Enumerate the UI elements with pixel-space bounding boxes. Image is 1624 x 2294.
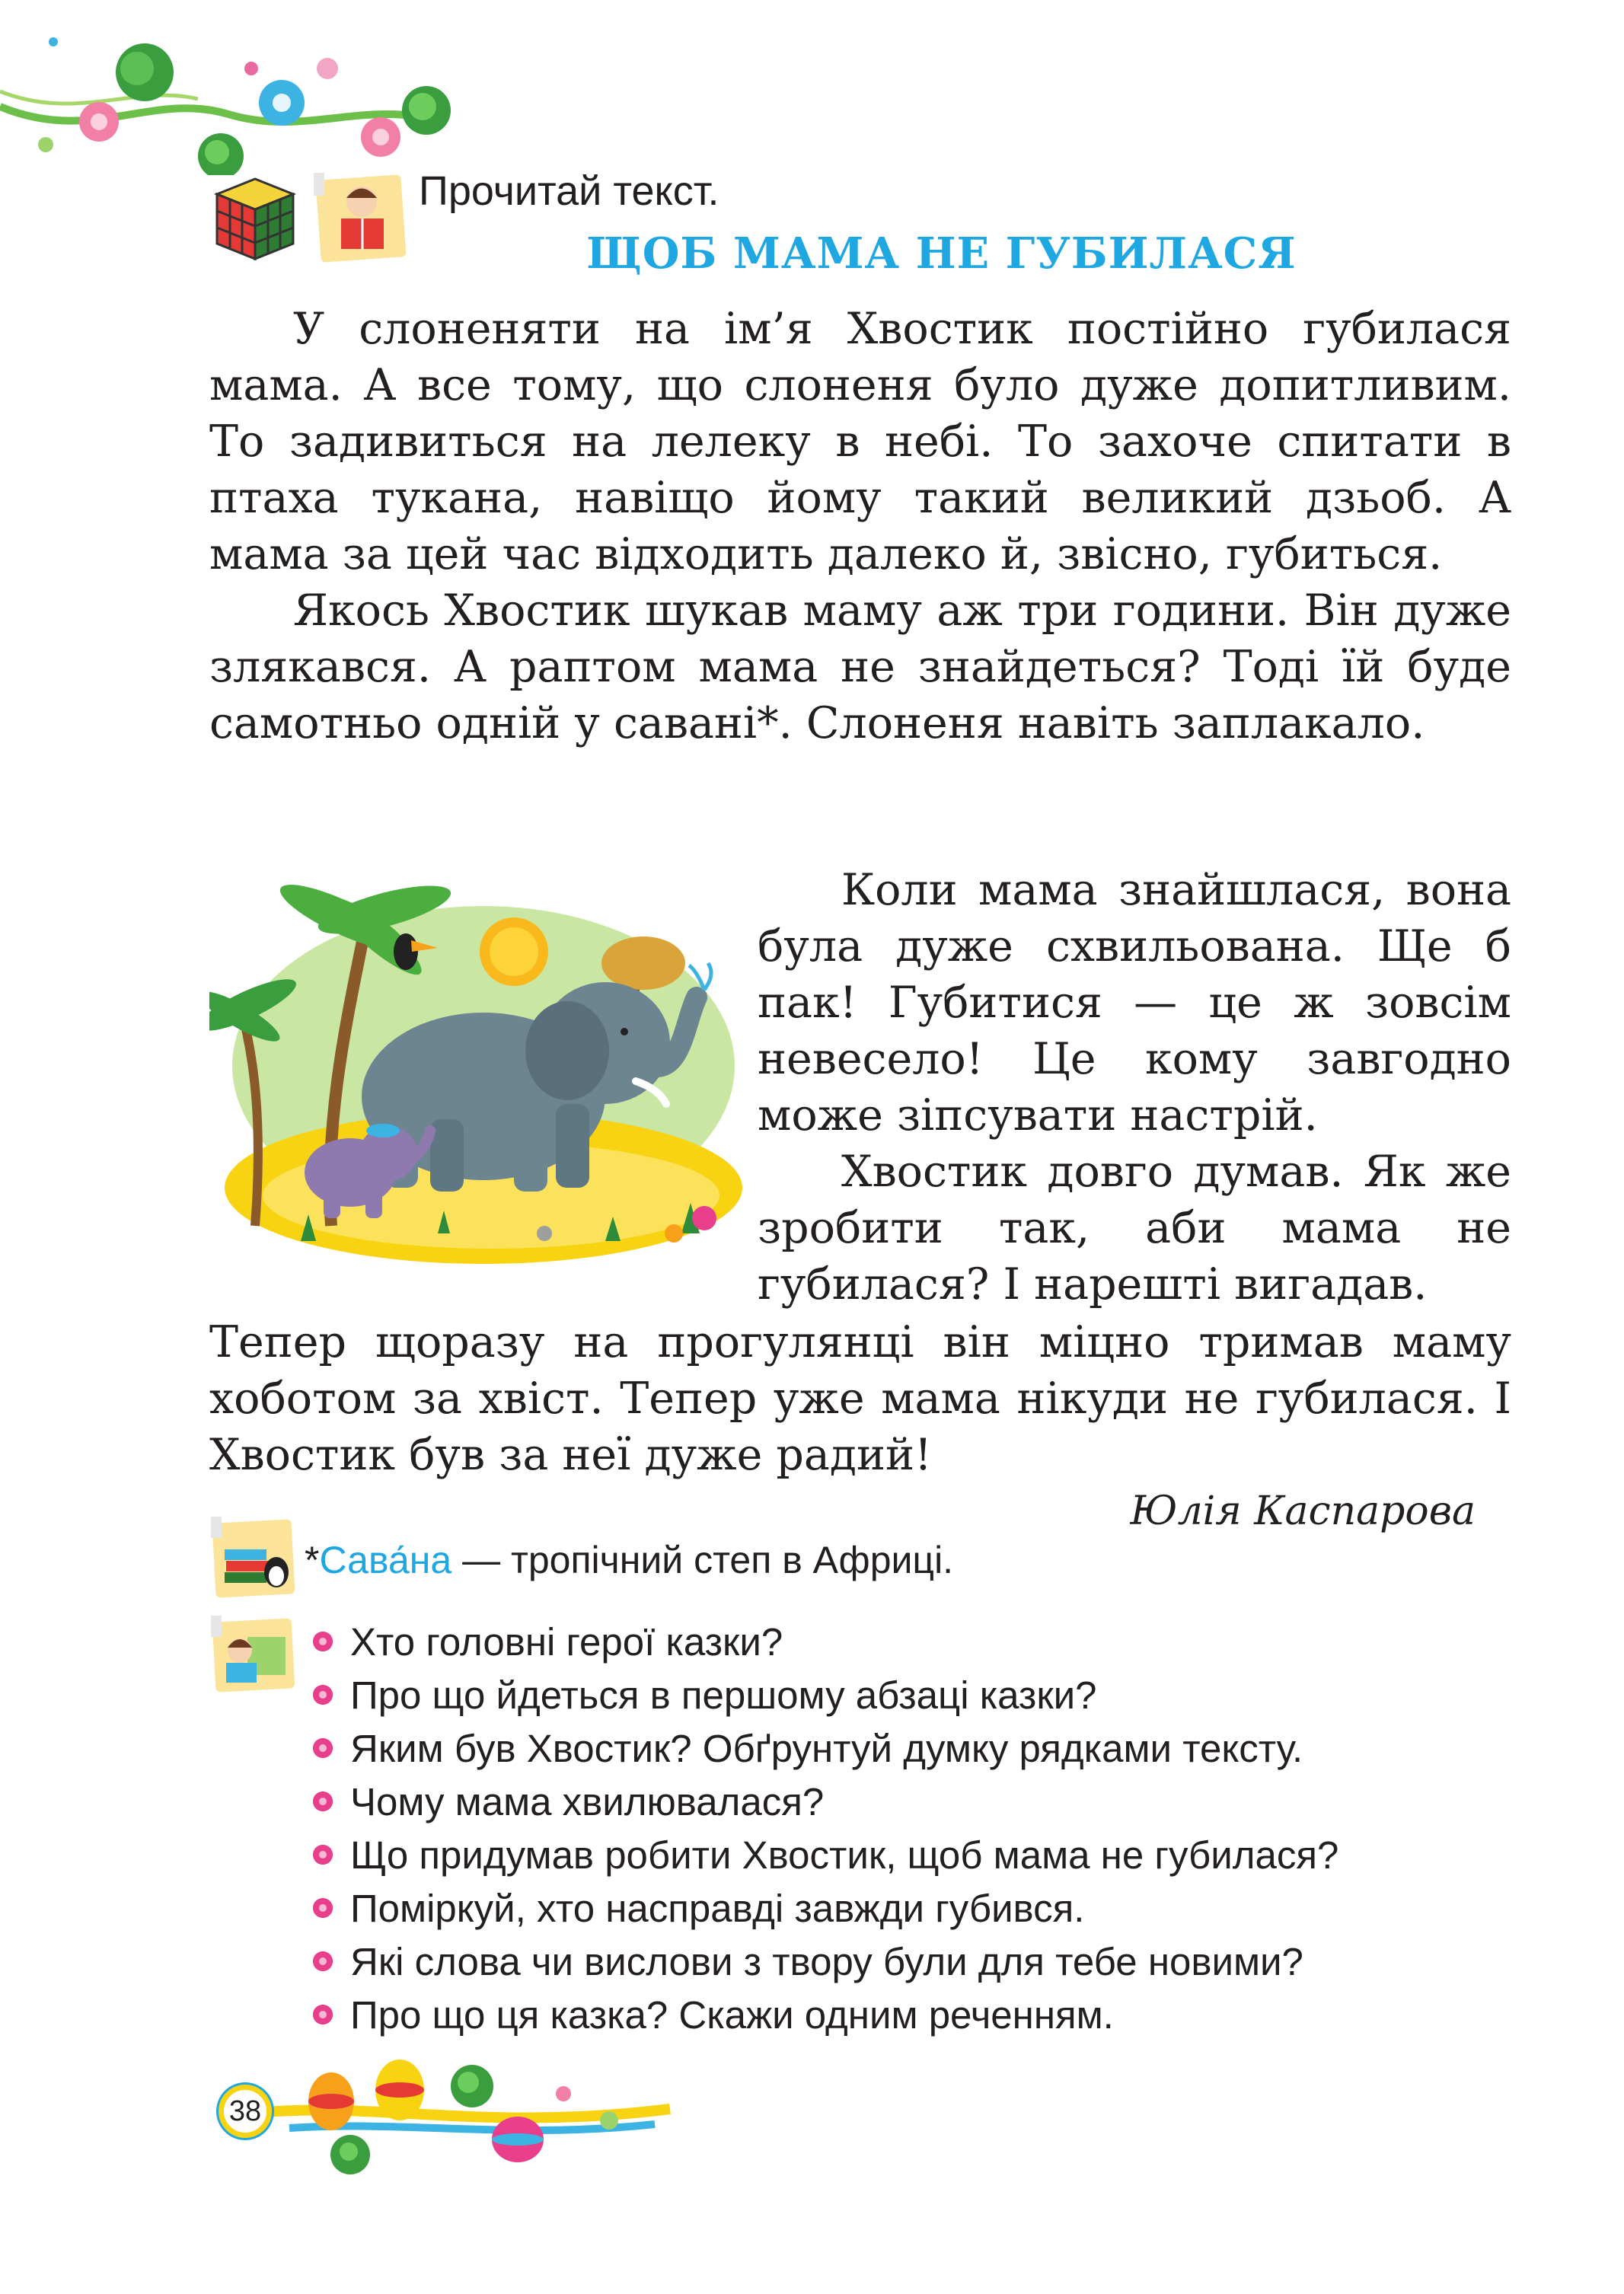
bullet-icon xyxy=(313,1738,333,1758)
paragraph-2: Якось Хвостик шукав маму аж три години. Він дуже злякався. А раптом мама не знайдеться? Тоді їй буде самотньо одній у савані*. Слоненя навіть заплакало. xyxy=(209,585,1511,748)
question-item: Про що ця казка? Скажи одним реченням. xyxy=(308,1989,1338,2042)
question-child-icon xyxy=(209,1614,297,1694)
paragraph-3: Коли мама знайшлася, вона була дуже схвильована. Ще б пак! Губитися — це ж зовсім невесело! Це кому завгодно може зіпсувати настрій. xyxy=(758,865,1511,1141)
question-item: Про що йдеться в першому абзаці казки? xyxy=(308,1669,1338,1722)
bullet-icon xyxy=(313,1951,333,1971)
footnote-term: Сава́на xyxy=(319,1539,452,1581)
paragraph-5: Тепер щоразу на прогулянці він міцно тримав маму хоботом за хвіст. Тепер уже мама нікуди не губилася. І Хвостик був за неї дуже радий! xyxy=(209,1317,1511,1480)
dictionary-icon xyxy=(209,1515,297,1599)
story-title: ЩОБ МАМА НЕ ГУБИЛАСЯ xyxy=(586,228,1297,279)
bullet-icon xyxy=(313,1898,333,1918)
question-list xyxy=(308,1616,1338,2042)
question-item: Чому мама хвилювалася? xyxy=(308,1776,1338,1829)
author-name: Юлія Каспарова xyxy=(1130,1488,1476,1534)
bullet-icon xyxy=(313,2005,333,2024)
instruction-text: Прочитай текст. xyxy=(419,168,719,214)
footnote-definition: — тропічний степ в Африці. xyxy=(451,1539,954,1581)
bottom-easter-decoration xyxy=(259,2048,685,2178)
question-item: Поміркуй, хто насправді завжди губився. xyxy=(308,1882,1338,1935)
illustration-side-text xyxy=(758,862,1511,1313)
paragraph-4: Хвостик довго думав. Як же зробити так, аби мама не губилася? І нарешті вигадав. xyxy=(758,1147,1511,1310)
bullet-icon xyxy=(313,1632,333,1651)
bullet-icon xyxy=(313,1685,333,1705)
bullet-icon xyxy=(313,1791,333,1811)
story-text xyxy=(209,301,1511,751)
final-text xyxy=(209,1314,1511,1483)
page-number: 38 xyxy=(219,2085,272,2138)
question-item: Що придумав робити Хвостик, щоб мама не губилася? xyxy=(308,1829,1338,1882)
elephant-savanna-illustration xyxy=(209,876,742,1264)
bullet-icon xyxy=(313,1845,333,1865)
footnote xyxy=(305,1538,953,1582)
question-item: Хто головні герої казки? xyxy=(308,1616,1338,1669)
question-item: Яким був Хвостик? Обґрунтуй думку рядками тексту. xyxy=(308,1722,1338,1776)
top-floral-decoration xyxy=(0,30,457,175)
question-item: Які слова чи вислови з твору були для тебе новими? xyxy=(308,1935,1338,1989)
footnote-marker: * xyxy=(305,1539,320,1581)
paragraph-1: У слоненяти на ім’я Хвостик постійно губилася мама. А все тому, що слоненя було дуже допитливим. То задивиться на лелеку в небі. То захоче спитати в птаха тукана, навіщо йому такий великий дзьоб. А мама за цей час відходить далеко й, звісно, губиться. xyxy=(209,304,1511,579)
